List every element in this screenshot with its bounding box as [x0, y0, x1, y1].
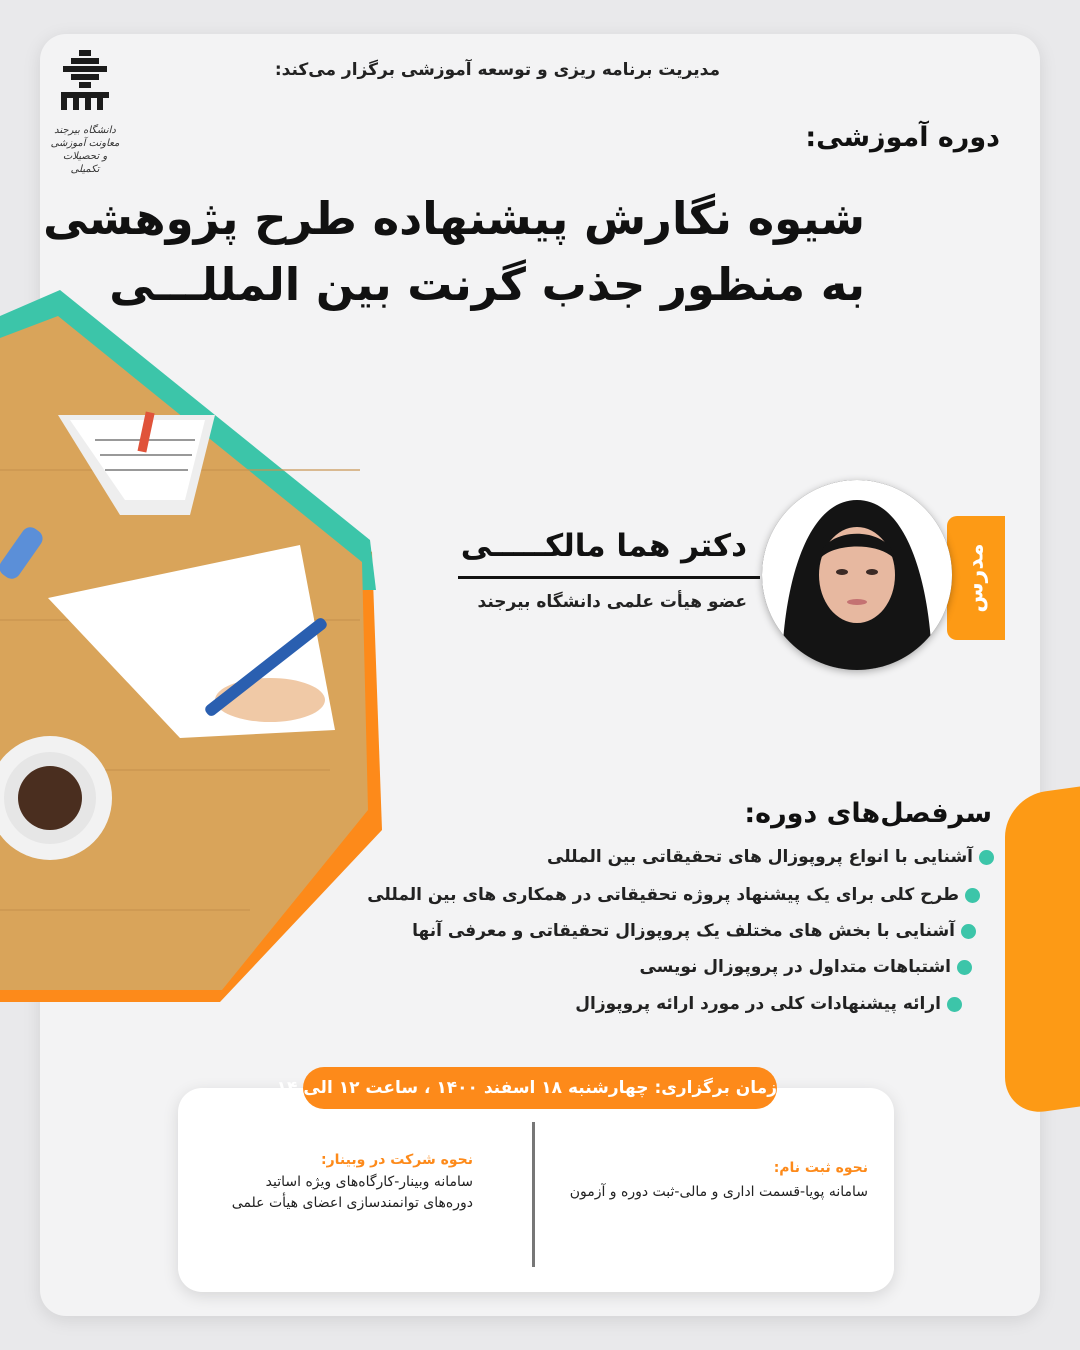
topic-item — [547, 847, 994, 867]
registration-line: سامانه پویا-قسمت اداری و مالی-ثبت دوره و آزمون — [569, 1184, 868, 1200]
organizer-line: مدیریت برنامه ریزی و توسعه آموزشی برگزار می‌کند: — [274, 60, 720, 80]
topic-text: ارائه پیشنهادات کلی در مورد ارائه پروپوزال — [575, 994, 941, 1014]
bullet-icon — [965, 888, 980, 903]
logo-caption-line2: معاونت آموزشی — [50, 138, 120, 149]
course-title-line2: به منظور جذب گرنت بین المللـــی — [109, 258, 865, 311]
participation-block — [232, 1152, 473, 1214]
panel-divider — [532, 1122, 535, 1267]
bullet-icon — [957, 960, 972, 975]
name-underline — [458, 576, 760, 579]
bullet-icon — [947, 997, 962, 1012]
registration-heading: نحوه ثبت نام: — [773, 1160, 868, 1176]
course-title-line1: شیوه نگارش پیشنهاده طرح پژوهشی — [43, 192, 865, 245]
participation-heading: نحوه شرکت در وبینار: — [321, 1152, 473, 1168]
logo-emblem-icon — [57, 48, 113, 114]
university-logo — [50, 48, 120, 176]
instructor-tab-label: مدرس — [963, 543, 989, 613]
participation-line2: دوره‌های توانمندسازی اعضای هیأت علمی — [231, 1195, 473, 1211]
topic-item — [367, 885, 980, 905]
topic-text: آشنایی با بخش های مختلف یک پروپوزال تحقیقاتی و معرفی آنها — [412, 921, 955, 941]
topic-text: طرح کلی برای یک پیشنهاد پروژه تحقیقاتی در همکاری های بین المللی — [367, 885, 959, 905]
portrait-icon — [762, 480, 952, 670]
registration-block — [570, 1160, 868, 1203]
topics-title: سرفصل‌های دوره: — [744, 798, 992, 829]
topic-item — [575, 994, 962, 1014]
instructor-photo — [762, 480, 952, 670]
instructor-role: عضو هیأت علمی دانشگاه بیرجند — [477, 592, 747, 612]
bullet-icon — [961, 924, 976, 939]
topic-text: آشنایی با انواع پروپوزال های تحقیقاتی بین المللی — [547, 847, 973, 867]
schedule-pill: زمان برگزاری: چهارشنبه ۱۸ اسفند ۱۴۰۰ ، ساعت ۱۲ الی ۱۴ — [303, 1067, 777, 1109]
instructor-tab — [947, 516, 1005, 640]
bullet-icon — [979, 850, 994, 865]
logo-caption-line3: و تحصیلات تکمیلی — [62, 151, 108, 175]
topic-text: اشتباهات متداول در پروپوزال نویسی — [639, 957, 951, 977]
coffee-cup-icon — [18, 766, 82, 830]
course-label: دوره آموزشی: — [805, 122, 1000, 153]
desk-illustration — [0, 290, 390, 1010]
participation-line1: سامانه وبینار-کارگاه‌های ویژه اساتید — [265, 1174, 473, 1190]
instructor-name: دکتر هما مالکـــــی — [460, 528, 747, 564]
decor-orange-shape — [1005, 783, 1080, 1117]
logo-caption-line1: دانشگاه بیرجند — [54, 125, 116, 136]
topic-item — [412, 921, 976, 941]
topic-item — [639, 957, 972, 977]
